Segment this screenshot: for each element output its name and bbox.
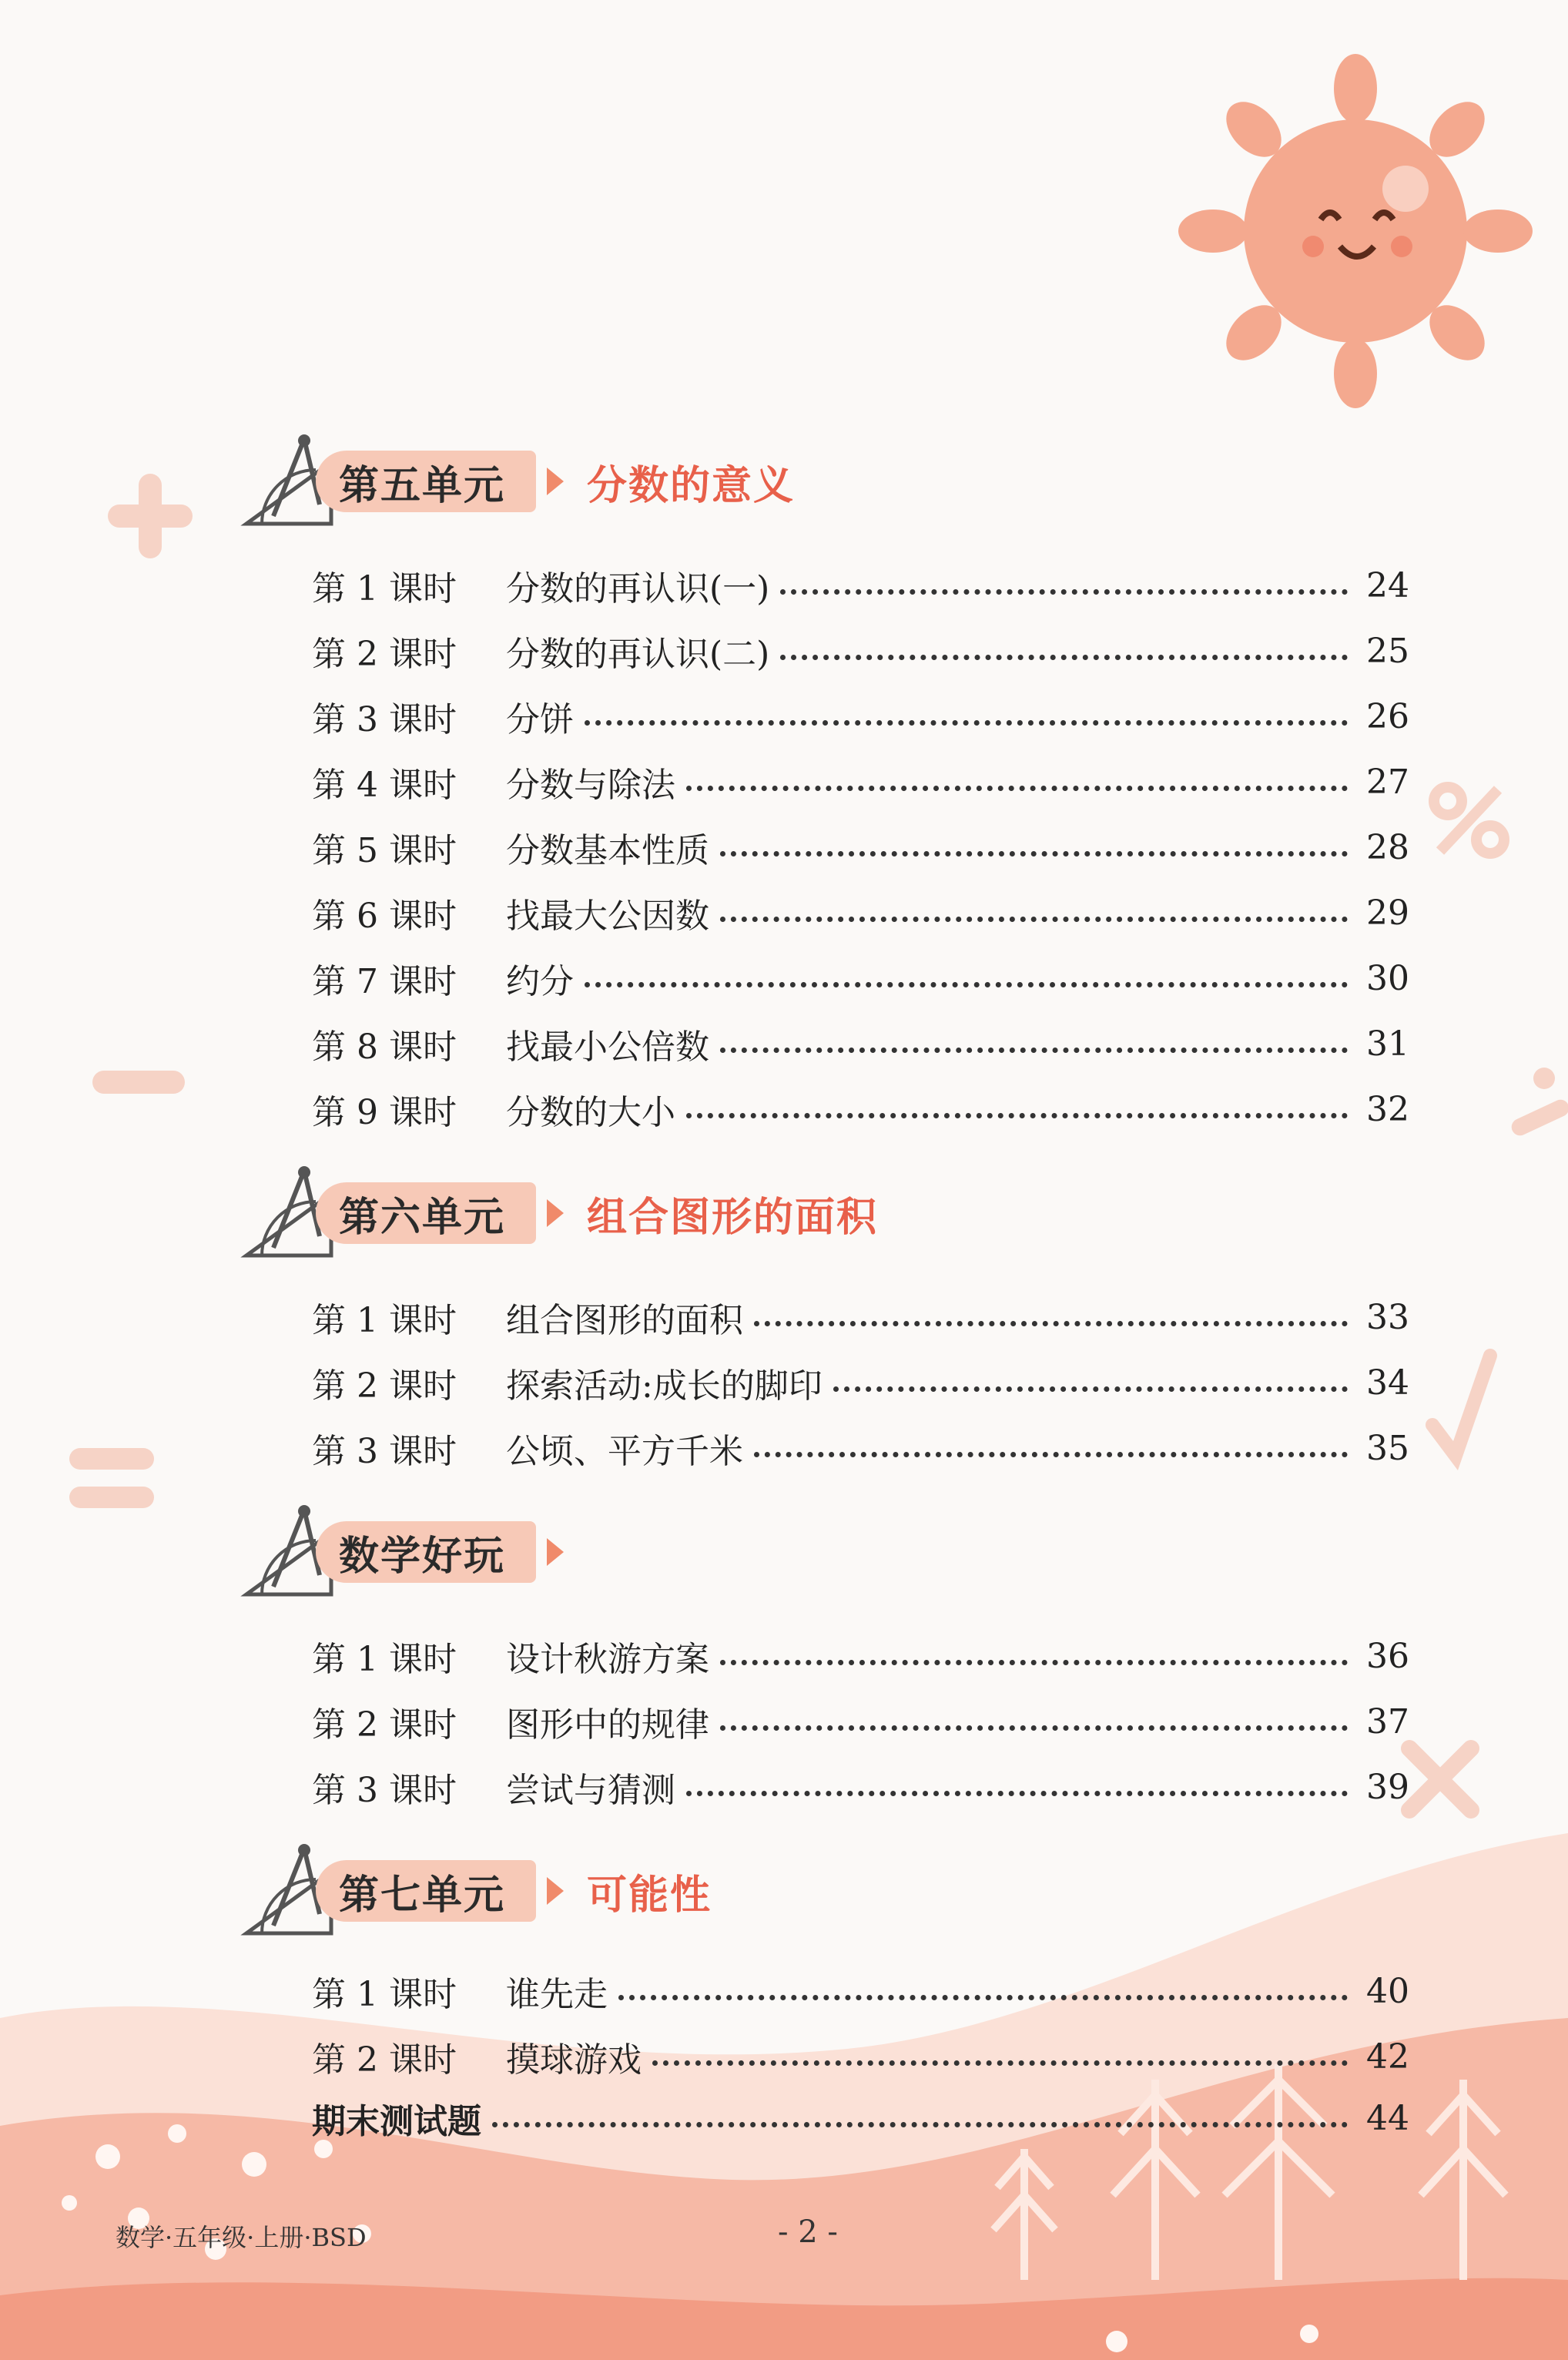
unit-label: 数学好玩 bbox=[339, 1533, 506, 1580]
lesson-title: 摸球游戏 bbox=[506, 2040, 642, 2080]
dot-leader bbox=[492, 2122, 1348, 2127]
lesson-number: 第 8 课时 bbox=[312, 1027, 457, 1067]
page-number: 33 bbox=[1366, 1297, 1409, 1337]
dot-leader bbox=[720, 1725, 1348, 1731]
lesson-number: 第 1 课时 bbox=[312, 1301, 457, 1340]
lesson-number: 第 2 课时 bbox=[312, 2040, 457, 2080]
unit-label-tag bbox=[316, 451, 536, 512]
toc-entry[interactable] bbox=[312, 624, 1409, 678]
lesson-number: 第 5 课时 bbox=[312, 831, 457, 870]
page-number: 25 bbox=[1366, 631, 1409, 671]
toc-entry[interactable] bbox=[312, 820, 1409, 874]
page-number: 31 bbox=[1366, 1024, 1409, 1064]
toc-entry[interactable] bbox=[312, 1629, 1409, 1683]
arrow-right-icon bbox=[547, 1877, 564, 1905]
dot-leader bbox=[686, 1791, 1348, 1796]
page-number: 26 bbox=[1366, 696, 1409, 736]
toc-entry[interactable] bbox=[312, 558, 1409, 612]
dot-leader bbox=[754, 1321, 1348, 1326]
lesson-title: 组合图形的面积 bbox=[506, 1301, 743, 1340]
lesson-title: 设计秋游方案 bbox=[506, 1640, 709, 1679]
page-number: 30 bbox=[1366, 958, 1409, 998]
sun-icon bbox=[1178, 54, 1533, 408]
dot-leader bbox=[780, 589, 1348, 595]
lesson-number: 第 3 课时 bbox=[312, 700, 457, 739]
plus-icon bbox=[108, 474, 193, 558]
book-info: 数学·五年级·上册·BSD bbox=[116, 2223, 367, 2252]
unit-label: 第六单元 bbox=[339, 1194, 506, 1241]
minus-icon bbox=[92, 1071, 185, 1094]
lesson-number: 第 2 课时 bbox=[312, 1705, 457, 1745]
page-number: 39 bbox=[1366, 1767, 1409, 1807]
unit-label-tag bbox=[316, 1521, 536, 1583]
unit-label: 第五单元 bbox=[339, 462, 506, 509]
page-number: 24 bbox=[1366, 565, 1409, 605]
page-number: 42 bbox=[1366, 2037, 1409, 2077]
page-number: 32 bbox=[1366, 1089, 1409, 1129]
unit-label-tag bbox=[316, 1860, 536, 1922]
toc-entry[interactable] bbox=[312, 1082, 1409, 1136]
page-number: 37 bbox=[1366, 1701, 1409, 1742]
lesson-number: 第 6 课时 bbox=[312, 897, 457, 936]
toc-entry[interactable] bbox=[312, 1695, 1409, 1748]
unit-header bbox=[231, 1845, 712, 1937]
page-number: 29 bbox=[1366, 893, 1409, 933]
lesson-title: 找最小公倍数 bbox=[506, 1027, 709, 1067]
toc-entry[interactable] bbox=[312, 1290, 1409, 1344]
toc-entry[interactable] bbox=[312, 951, 1409, 1005]
page-number: 34 bbox=[1366, 1363, 1409, 1403]
toc-entry[interactable] bbox=[312, 1421, 1409, 1475]
lesson-number: 第 1 课时 bbox=[312, 1975, 457, 2014]
unit-header bbox=[231, 435, 795, 528]
dot-leader bbox=[585, 982, 1348, 987]
page-number: 44 bbox=[1366, 2098, 1409, 2138]
lesson-title: 分数与除法 bbox=[506, 766, 675, 805]
lesson-number: 第 7 课时 bbox=[312, 962, 457, 1001]
toc-entry[interactable] bbox=[312, 1964, 1409, 2018]
sqrt-icon bbox=[1432, 1356, 1490, 1456]
lesson-number: 第 3 课时 bbox=[312, 1771, 457, 1810]
dot-leader bbox=[754, 1452, 1348, 1457]
toc-entry-final-exam[interactable] bbox=[312, 2091, 1409, 2145]
lesson-title: 分饼 bbox=[506, 700, 574, 739]
dot-leader bbox=[686, 786, 1348, 791]
unit-title: 组合图形的面积 bbox=[587, 1194, 879, 1241]
toc-entry[interactable] bbox=[312, 1760, 1409, 1814]
lesson-title: 谁先走 bbox=[506, 1975, 608, 2014]
page-number: 40 bbox=[1366, 1971, 1409, 2011]
times-icon bbox=[1409, 1748, 1471, 1810]
page-footer-number: - 2 - bbox=[778, 2214, 838, 2250]
equals-icon bbox=[69, 1448, 154, 1508]
page-number: 36 bbox=[1366, 1636, 1409, 1676]
lesson-title: 约分 bbox=[506, 962, 574, 1001]
toc-entry[interactable] bbox=[312, 1356, 1409, 1410]
lesson-title: 分数的再认识(一) bbox=[506, 569, 770, 608]
toc-entry[interactable] bbox=[312, 755, 1409, 809]
final-exam-title: 期末测试题 bbox=[312, 2102, 481, 2141]
lesson-title: 尝试与猜测 bbox=[506, 1771, 675, 1810]
toc-entry[interactable] bbox=[312, 2030, 1409, 2083]
lesson-title: 分数的大小 bbox=[506, 1093, 675, 1132]
lesson-title: 分数的再认识(二) bbox=[506, 635, 770, 674]
lesson-title: 图形中的规律 bbox=[506, 1705, 709, 1745]
dot-leader bbox=[585, 720, 1348, 726]
unit-header bbox=[231, 1167, 878, 1259]
dot-leader bbox=[686, 1113, 1348, 1118]
page-number: 27 bbox=[1366, 762, 1409, 802]
lesson-title: 探索活动:成长的脚印 bbox=[506, 1366, 823, 1406]
dot-leader bbox=[720, 851, 1348, 857]
lesson-number: 第 2 课时 bbox=[312, 1366, 457, 1406]
unit-label-tag bbox=[316, 1182, 536, 1244]
dot-leader bbox=[652, 2060, 1348, 2066]
arrow-right-icon bbox=[547, 1538, 564, 1566]
dot-leader bbox=[720, 1048, 1348, 1053]
toc-entry[interactable] bbox=[312, 886, 1409, 940]
lesson-number: 第 1 课时 bbox=[312, 569, 457, 608]
toc-entry[interactable] bbox=[312, 1017, 1409, 1071]
lesson-number: 第 3 课时 bbox=[312, 1432, 457, 1471]
unit-title: 分数的意义 bbox=[587, 462, 796, 509]
page-number: 28 bbox=[1366, 827, 1409, 867]
arrow-right-icon bbox=[547, 1199, 564, 1227]
lesson-number: 第 1 课时 bbox=[312, 1640, 457, 1679]
page-number: 35 bbox=[1366, 1428, 1409, 1468]
unit-header bbox=[231, 1506, 587, 1598]
dot-leader bbox=[833, 1386, 1348, 1392]
dot-leader bbox=[720, 917, 1348, 922]
dot-leader bbox=[780, 655, 1348, 660]
divide-icon bbox=[1509, 1068, 1568, 1138]
lesson-title: 分数基本性质 bbox=[506, 831, 709, 870]
unit-title: 可能性 bbox=[587, 1872, 712, 1919]
dot-leader bbox=[618, 1995, 1348, 2000]
unit-label: 第七单元 bbox=[339, 1872, 506, 1919]
lesson-title: 公顷、平方千米 bbox=[506, 1432, 743, 1471]
lesson-number: 第 9 课时 bbox=[312, 1093, 457, 1132]
dot-leader bbox=[720, 1660, 1348, 1665]
lesson-number: 第 4 课时 bbox=[312, 766, 457, 805]
lesson-number: 第 2 课时 bbox=[312, 635, 457, 674]
lesson-title: 找最大公因数 bbox=[506, 897, 709, 936]
toc-entry[interactable] bbox=[312, 689, 1409, 743]
percent-icon bbox=[1434, 787, 1504, 853]
arrow-right-icon bbox=[547, 468, 564, 495]
